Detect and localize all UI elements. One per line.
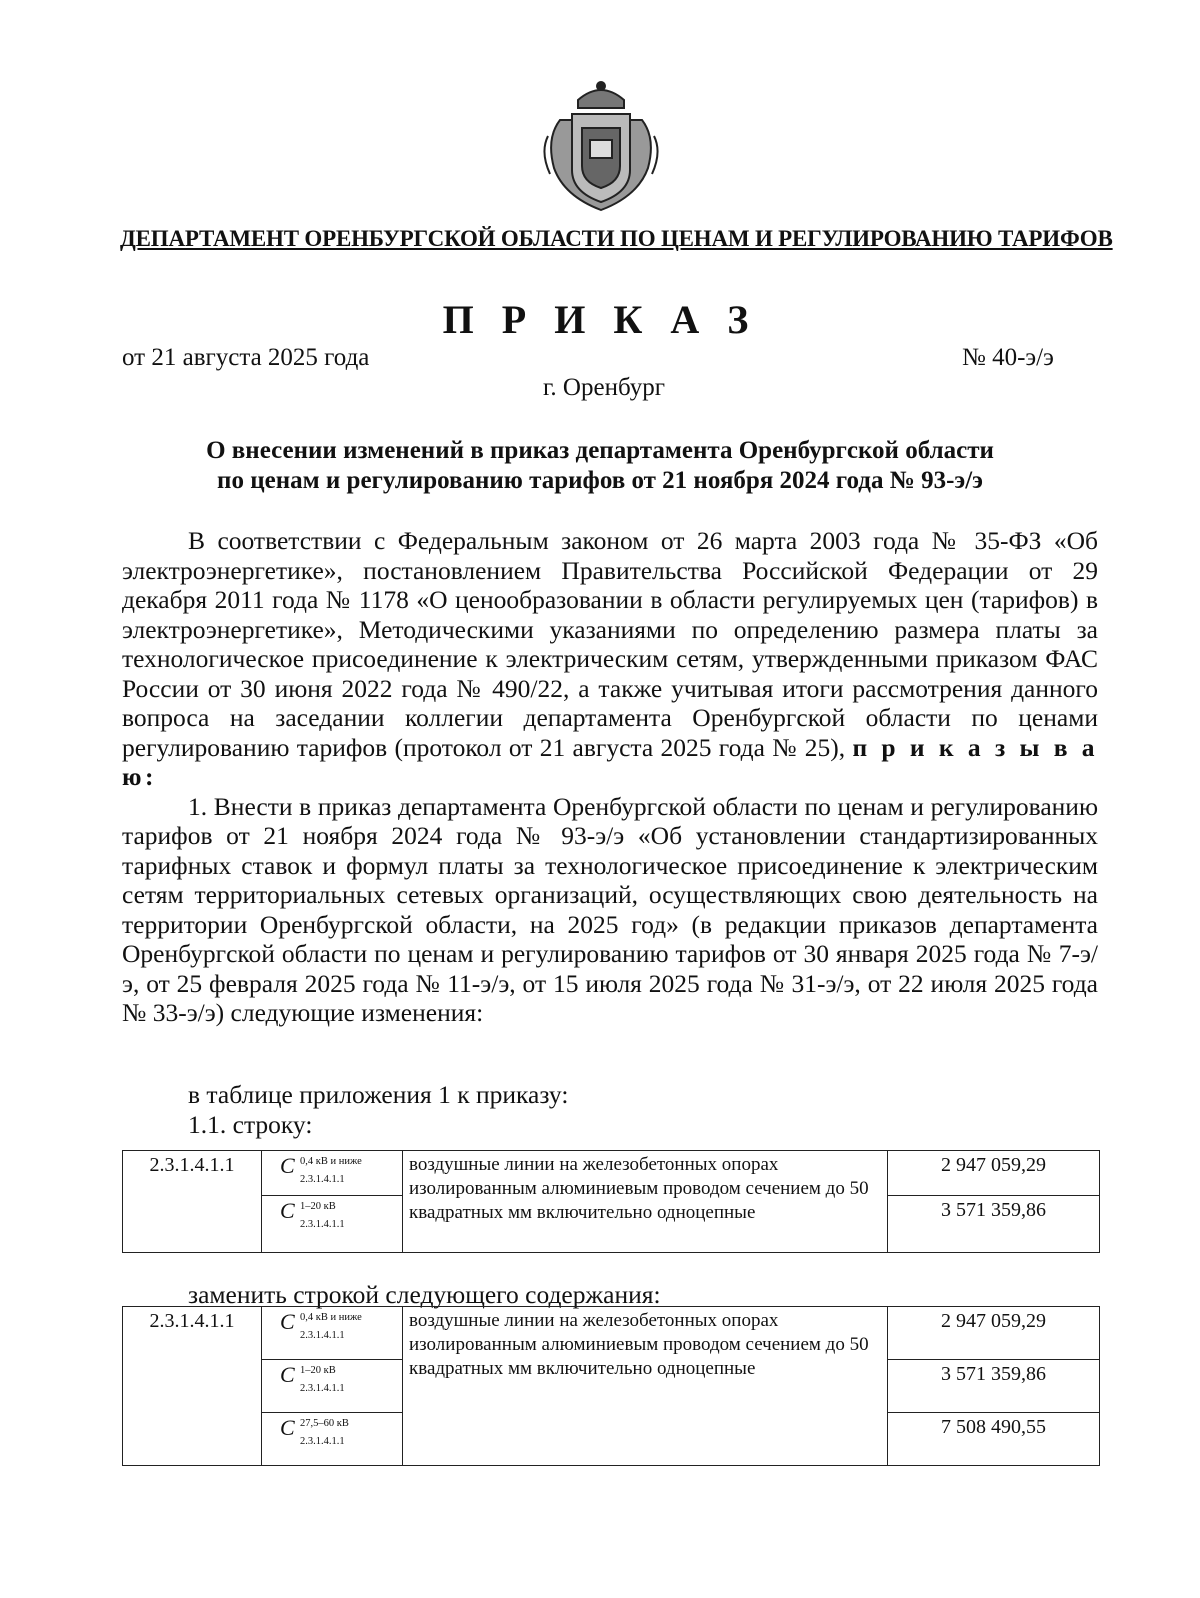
rate-symbol: C 0,4 кВ и ниже 2.3.1.4.1.1 <box>262 1151 403 1196</box>
subject-line-2: по ценам и регулированию тарифов от 21 ноября 2024 года № 93-э/э <box>217 467 983 494</box>
document-type-title: П Р И К А З <box>442 297 758 342</box>
rate-value: 2 947 059,29 <box>888 1307 1100 1360</box>
document-number: № 40-э/э <box>962 344 1054 371</box>
row-code: 2.3.1.4.1.1 <box>123 1307 262 1466</box>
row-description: воздушные линии на железобетонных опорах изолированным алюминиевым проводом сечением до 50 квадратных мм включительно одноцепные <box>403 1151 888 1253</box>
rate-symbol: C 27,5–60 кВ 2.3.1.4.1.1 <box>262 1413 403 1466</box>
document-body <box>122 526 1098 1028</box>
preamble-text: В соответствии с Федеральным законом от 26 марта 2003 года № 35-ФЗ «Об электроэнергетике», постановлением Правительства Российской Федерации от 29 декабря 2011 года № 1178 «О ценообразовании в области регулируемых цен (тарифов) в электроэнергетике», Методическими указаниями по определению размера платы за технологическое присоединение к электрическим сетям, утвержденными приказом ФАС России от 30 июня 2022 года № 490/22, а также учитывая итоги рассмотрения данного вопроса на заседании коллегии департамента Оренбургской области по ценами регулированию тарифов (протокол от 21 августа 2025 года № 25), <box>122 526 1098 762</box>
rate-symbol: C 1–20 кВ 2.3.1.4.1.1 <box>262 1196 403 1253</box>
subitem-1-1: 1.1. строку: <box>188 1110 313 1139</box>
old-row-table <box>122 1150 1100 1253</box>
coat-of-arms-emblem <box>540 78 662 216</box>
preamble-paragraph <box>122 526 1098 792</box>
rate-value: 3 571 359,86 <box>888 1360 1100 1413</box>
rate-value: 3 571 359,86 <box>888 1196 1100 1253</box>
table-row <box>123 1307 1100 1360</box>
document-date: от 21 августа 2025 года <box>122 344 370 371</box>
rate-value: 7 508 490,55 <box>888 1413 1100 1466</box>
rate-symbol: C 1–20 кВ 2.3.1.4.1.1 <box>262 1360 403 1413</box>
rate-symbol: C 0,4 кВ и ниже 2.3.1.4.1.1 <box>262 1307 403 1360</box>
replace-instruction: заменить строкой следующего содержания: <box>188 1280 661 1309</box>
item-1-paragraph: 1. Внести в приказ департамента Оренбургской области по ценам и регулированию тарифов от 21 ноября 2024 года № 93-э/э «Об установлении стандартизированных тарифных ставок и формул платы за технологическое присоединение к электрическим сетям территориальных сетевых организаций, осуществляющих свою деятельность на территории Оренбургской области, на 2025 год» (в редакции приказов департамента Оренбургской области по ценам и регулированию тарифов от 30 января 2025 года № 7-э/э, от 25 февраля 2025 года № 11-э/э, от 15 июля 2025 года № 31-э/э, от 22 июля 2025 года № 33-э/э) следующие изменения: <box>122 791 1098 1027</box>
table-row <box>123 1151 1100 1196</box>
subject-line-1: О внесении изменений в приказ департамента Оренбургской области <box>206 437 994 464</box>
order-word: п р и к а з ы в а ю: <box>122 732 1099 791</box>
rate-value: 2 947 059,29 <box>888 1151 1100 1196</box>
table-intro: в таблице приложения 1 к приказу: <box>188 1080 569 1109</box>
document-subject <box>150 436 1050 496</box>
department-name: ДЕПАРТАМЕНТ ОРЕНБУРГСКОЙ ОБЛАСТИ ПО ЦЕНАМ И РЕГУЛИРОВАНИЮ ТАРИФОВ <box>120 226 1113 251</box>
document-city: г. Оренбург <box>543 374 665 401</box>
row-description: воздушные линии на железобетонных опорах изолированным алюминиевым проводом сечением до 50 квадратных мм включительно одноцепные <box>403 1307 888 1466</box>
row-code: 2.3.1.4.1.1 <box>123 1151 262 1253</box>
new-row-table <box>122 1306 1100 1466</box>
